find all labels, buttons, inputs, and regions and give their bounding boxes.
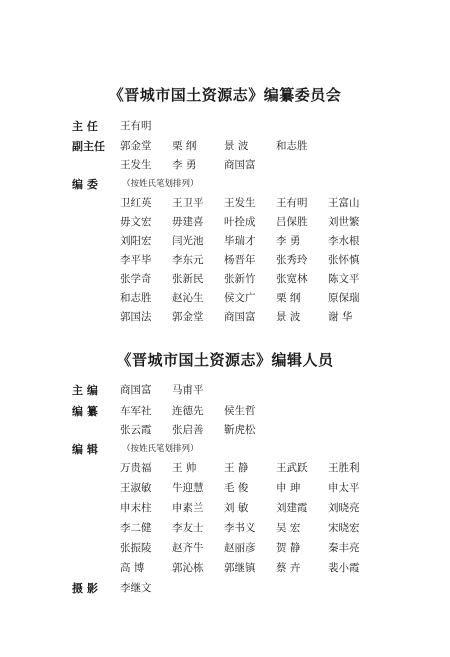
member-name: 张新竹 (224, 273, 256, 285)
member-name: 刘世繁 (328, 216, 360, 228)
member-name: 叶拴成 (224, 216, 256, 228)
editor-name: 王 静 (224, 462, 249, 474)
edit-row (0, 560, 450, 576)
deputy-name: 王发生 (120, 159, 152, 171)
member-name: 张宽林 (276, 273, 308, 285)
member-name: 赵沁生 (172, 292, 204, 304)
compiler-name: 连德先 (172, 405, 204, 417)
members-row (0, 214, 450, 230)
member-name: 卫红英 (120, 197, 152, 209)
chief-editor-label: 主 编 (72, 384, 98, 397)
editor-name: 申素兰 (172, 502, 204, 514)
member-name: 李东元 (172, 254, 204, 266)
members-row (0, 233, 450, 249)
editor-name: 万贵福 (120, 462, 152, 474)
editor-name: 赵丽彦 (224, 542, 256, 554)
editor-name: 刘 敏 (224, 502, 249, 514)
member-name: 郭国法 (120, 311, 152, 323)
editor-name: 刘建霞 (276, 502, 308, 514)
director-row (0, 118, 450, 134)
editor-name: 王胜利 (328, 462, 360, 474)
member-name: 杨晋年 (224, 254, 256, 266)
editor-name: 申 珅 (276, 482, 301, 494)
edit-header-row (0, 441, 450, 457)
members-row (0, 290, 450, 306)
editor-name: 王淑敏 (120, 482, 152, 494)
members-note: （按姓氏笔划排列） (122, 179, 199, 189)
member-name: 侯文广 (224, 292, 256, 304)
editors-title: 《晋城市国土资源志》编辑人员 (116, 351, 334, 369)
chief-editor-name: 商国富 (120, 384, 152, 396)
editor-name: 申末柱 (120, 502, 152, 514)
edit-note: （按姓氏笔划排列） (122, 444, 199, 454)
editor-name: 郭沁栋 (172, 562, 204, 574)
member-name: 毕瑞才 (224, 235, 256, 247)
member-name: 闫光池 (172, 235, 204, 247)
compiler-name: 张启善 (172, 424, 204, 436)
member-name: 刘阳宏 (120, 235, 152, 247)
member-name: 王富山 (328, 197, 360, 209)
member-name: 毋建喜 (172, 216, 204, 228)
compiler-name: 张云霞 (120, 424, 152, 436)
deputy-row (0, 138, 450, 154)
member-name: 谢 华 (328, 311, 353, 323)
member-name: 王发生 (224, 197, 256, 209)
deputy-label: 副主任 (72, 140, 105, 153)
editor-name: 蔡 卉 (276, 562, 301, 574)
member-name: 张学奇 (120, 273, 152, 285)
member-name: 张新民 (172, 273, 204, 285)
committee-title: 《晋城市国土资源志》编纂委员会 (108, 86, 342, 104)
deputy-name: 栗 纲 (172, 140, 197, 152)
members-row (0, 252, 450, 268)
deputy-name: 商国富 (224, 159, 256, 171)
photo-label: 摄 影 (72, 582, 98, 595)
director-name: 王有明 (120, 120, 152, 132)
photographer-name: 李继文 (120, 582, 152, 594)
members-row (0, 271, 450, 287)
chief-editor-row (0, 382, 450, 398)
member-name: 张怀慎 (328, 254, 360, 266)
edit-row (0, 480, 450, 496)
editor-name: 王武跃 (276, 462, 308, 474)
deputy-name: 郭金堂 (120, 140, 152, 152)
member-name: 毋文宏 (120, 216, 152, 228)
deputy-name: 和志胜 (276, 140, 308, 152)
members-header-row (0, 176, 450, 192)
member-name: 王有明 (276, 197, 308, 209)
compiler-name: 车军社 (120, 405, 152, 417)
member-name: 张秀玲 (276, 254, 308, 266)
editor-name: 郭继镇 (224, 562, 256, 574)
members-row (0, 195, 450, 211)
member-name: 景 波 (276, 311, 301, 323)
editor-name: 吴 宏 (276, 522, 301, 534)
member-name: 李平毕 (120, 254, 152, 266)
member-name: 和志胜 (120, 292, 152, 304)
editor-name: 王 帅 (172, 462, 197, 474)
editor-name: 赵齐牛 (172, 542, 204, 554)
director-label: 主 任 (72, 120, 98, 133)
member-name: 吕保胜 (276, 216, 308, 228)
edit-row (0, 460, 450, 476)
editor-name: 高 博 (120, 562, 145, 574)
editor-name: 宋晓宏 (328, 522, 360, 534)
editor-name: 刘晓亮 (328, 502, 360, 514)
member-name: 郭金堂 (172, 311, 204, 323)
member-name: 王卫平 (172, 197, 204, 209)
edit-row (0, 500, 450, 516)
member-name: 李 勇 (276, 235, 301, 247)
compile-label: 编 纂 (72, 405, 98, 418)
member-name: 栗 纲 (276, 292, 301, 304)
edit-label: 编 辑 (72, 443, 98, 456)
member-name: 原保瑞 (328, 292, 360, 304)
chief-editor-name: 马甫平 (172, 384, 204, 396)
members-row (0, 309, 450, 325)
compile-row (0, 403, 450, 419)
compiler-name: 侯生哲 (224, 405, 256, 417)
editor-name: 毛 俊 (224, 482, 249, 494)
editor-name: 秦丰亮 (328, 542, 360, 554)
editor-name: 牛迎慧 (172, 482, 204, 494)
compile-row (0, 422, 450, 438)
deputy-name: 景 波 (224, 140, 249, 152)
editor-name: 李二健 (120, 522, 152, 534)
editor-name: 李友士 (172, 522, 204, 534)
member-name: 陈文平 (328, 273, 360, 285)
deputy-name: 李 勇 (172, 159, 197, 171)
photo-row (0, 580, 450, 596)
editor-name: 张振陵 (120, 542, 152, 554)
editor-name: 李书义 (224, 522, 256, 534)
editor-name: 申太平 (328, 482, 360, 494)
edit-row (0, 520, 450, 536)
member-name: 李水根 (328, 235, 360, 247)
member-name: 商国富 (224, 311, 256, 323)
editor-name: 裴小霞 (328, 562, 360, 574)
editor-name: 贺 静 (276, 542, 301, 554)
deputy-row (0, 157, 450, 173)
edit-row (0, 540, 450, 556)
members-label: 编 委 (72, 178, 98, 191)
compiler-name: 靳虎松 (224, 424, 256, 436)
